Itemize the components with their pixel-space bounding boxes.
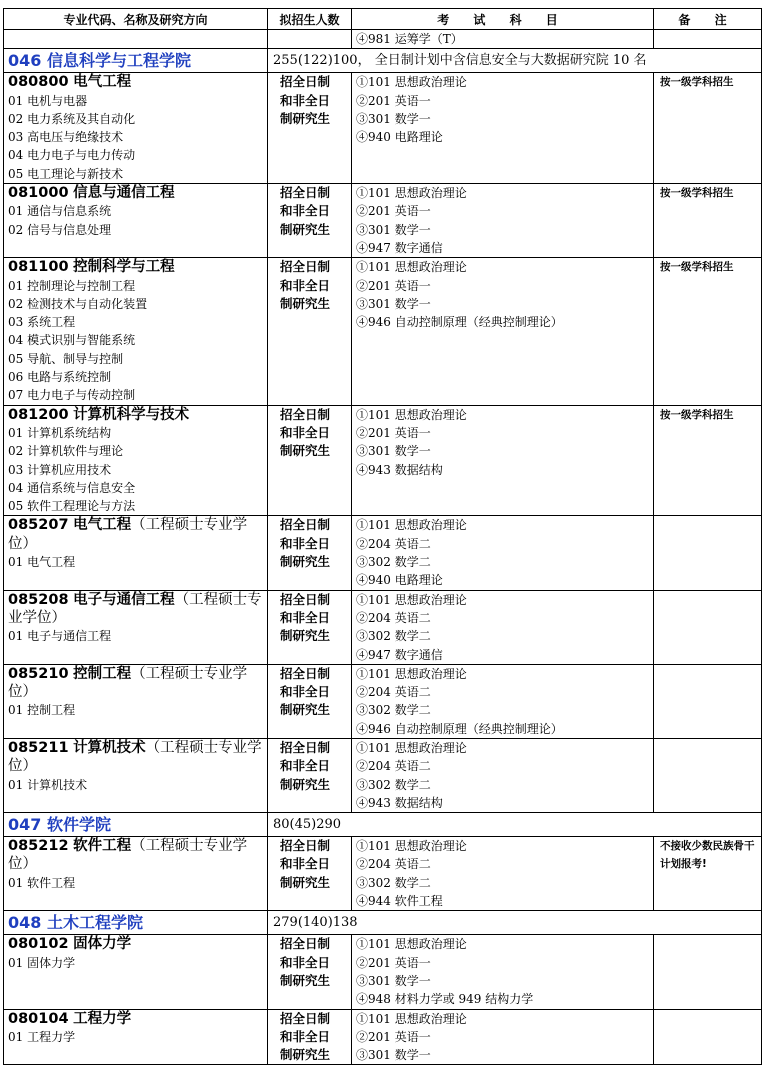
major-code: 081200 [8, 406, 69, 423]
enrollment-type-line: 制研究生 [280, 221, 331, 237]
research-direction: 01 软件工程 [8, 875, 76, 890]
research-direction: 04 电力电子与电力传动 [8, 148, 136, 163]
research-direction: 07 电力电子与传动控制 [8, 388, 136, 403]
enrollment-type-line: 制研究生 [280, 110, 331, 126]
school-row [4, 813, 762, 837]
school-quota-info: 80(45)290 [273, 817, 342, 833]
major-heading [4, 935, 267, 953]
major-code: 085208 [8, 591, 69, 608]
major-name: 工程力学 [73, 1010, 132, 1027]
research-direction: 04 通信系统与信息安全 [8, 480, 136, 495]
major-heading [4, 73, 267, 91]
school-row [4, 49, 762, 73]
header-notes: 备 注 [654, 9, 762, 30]
exam-subject: ④944 软件工程 [356, 894, 443, 909]
exam-subject: ①101 思想政治理论 [356, 937, 467, 952]
exam-subject: ③302 数学二 [356, 875, 431, 890]
enrollment-type-line: 招全日制 [280, 185, 331, 201]
major-row [4, 664, 762, 738]
research-direction: 01 固体力学 [8, 955, 76, 970]
research-direction: 01 工程力学 [8, 1029, 76, 1044]
exam-subject: ④943 数据结构 [356, 462, 443, 477]
major-row [4, 935, 762, 1009]
major-code: 080104 [8, 1010, 69, 1027]
exam-subject: ④948 材料力学或 949 结构力学 [356, 992, 534, 1007]
exam-subject: ④943 数据结构 [356, 795, 443, 810]
exam-subject: ①101 思想政治理论 [356, 740, 467, 755]
exam-subject: ③302 数学二 [356, 703, 431, 718]
major-row [4, 73, 762, 184]
exam-subject: ②201 英语一 [356, 425, 431, 440]
enrollment-type-line: 制研究生 [280, 628, 331, 644]
major-note: 按一级学科招生 [660, 408, 734, 421]
major-note: 按一级学科招生 [660, 261, 734, 274]
school-row [4, 911, 762, 935]
research-direction: 03 计算机应用技术 [8, 462, 112, 477]
enrollment-type-line: 招全日制 [280, 74, 331, 90]
enrollment-type-line: 和非全日 [280, 424, 331, 440]
school-title: 047 软件学院 [8, 815, 111, 835]
header-quota: 拟招生人数 [268, 9, 352, 30]
exam-subject: ③301 数学一 [356, 222, 431, 237]
exam-subject: ①101 思想政治理论 [356, 1011, 467, 1026]
exam-subject: ③301 数学一 [356, 296, 431, 311]
continuation-exam: ④981 运筹学（T） [356, 32, 463, 46]
enrollment-type-line: 招全日制 [280, 517, 331, 533]
major-heading [4, 665, 267, 702]
exam-subject: ②201 英语一 [356, 93, 431, 108]
exam-subject: ②201 英语一 [356, 1029, 431, 1044]
exam-subject: ①101 思想政治理论 [356, 518, 467, 533]
major-row [4, 590, 762, 664]
major-heading [4, 258, 267, 276]
major-name: 控制工程 [73, 665, 132, 682]
research-direction: 02 计算机软件与理论 [8, 444, 124, 459]
enrollment-type-line: 和非全日 [280, 203, 331, 219]
research-direction: 02 电力系统及其自动化 [8, 111, 136, 126]
catalog-body [4, 30, 762, 1065]
major-degree-type: （工程硕士专业学位） [8, 665, 248, 701]
major-note: 按一级学科招生 [660, 76, 734, 89]
enrollment-type-line: 和非全日 [280, 92, 331, 108]
major-degree-type: （工程硕士专业学位） [8, 838, 248, 873]
exam-subject: ②204 英语二 [356, 610, 431, 625]
exam-subject: ②204 英语二 [356, 759, 431, 774]
enrollment-type-line: 和非全日 [280, 609, 331, 625]
header-row [4, 9, 762, 30]
major-row [4, 1009, 762, 1065]
major-heading [4, 184, 267, 202]
school-quota-info: 255(122)100， 全日制计划中含信息安全与大数据研究院 10 名 [273, 53, 647, 69]
major-name: 控制科学与工程 [73, 259, 175, 276]
exam-subject: ①101 思想政治理论 [356, 186, 467, 201]
exam-subject: ④947 数字通信 [356, 647, 443, 662]
major-name: 信息与通信工程 [73, 185, 175, 202]
header-major: 专业代码、名称及研究方向 [4, 9, 268, 30]
major-row [4, 516, 762, 590]
enrollment-type-line: 招全日制 [280, 259, 331, 275]
exam-subject: ②204 英语二 [356, 685, 431, 700]
major-code: 080102 [8, 936, 69, 953]
major-degree-type: （工程硕士专业学位） [8, 517, 248, 552]
major-row [4, 837, 762, 911]
major-name: 电气工程 [73, 517, 132, 534]
exam-subject: ①101 思想政治理论 [356, 839, 467, 854]
research-direction: 03 系统工程 [8, 315, 76, 330]
exam-subject: ①101 思想政治理论 [356, 407, 467, 422]
research-direction: 01 计算机系统结构 [8, 425, 112, 440]
major-name: 计算机科学与技术 [73, 406, 190, 423]
major-row [4, 184, 762, 258]
enrollment-type-line: 招全日制 [280, 936, 331, 952]
school-title: 048 土木工程学院 [8, 913, 143, 933]
major-code: 081000 [8, 185, 69, 202]
major-code: 085211 [8, 739, 69, 756]
enrollment-type-line: 招全日制 [280, 665, 331, 681]
research-direction: 01 电子与通信工程 [8, 629, 112, 644]
exam-subject: ①101 思想政治理论 [356, 592, 467, 607]
exam-subject: ③302 数学二 [356, 777, 431, 792]
research-direction: 01 计算机技术 [8, 777, 88, 792]
major-name: 软件工程 [73, 838, 132, 855]
header-exams: 考 试 科 目 [352, 9, 654, 30]
continuation-row [4, 30, 762, 49]
major-degree-type: （工程硕士专业学位） [8, 739, 262, 775]
major-note: 不接收少数民族骨干计划报考! [660, 840, 755, 871]
enrollment-type-line: 招全日制 [280, 591, 331, 607]
research-direction: 01 通信与信息系统 [8, 204, 112, 219]
enrollment-type-line: 和非全日 [280, 954, 331, 970]
major-heading [4, 837, 267, 874]
exam-subject: ②204 英语二 [356, 857, 431, 872]
research-direction: 06 电路与系统控制 [8, 370, 112, 385]
major-heading [4, 1010, 267, 1028]
exam-subject: ③302 数学二 [356, 555, 431, 570]
exam-subject: ②201 英语一 [356, 955, 431, 970]
major-code: 085210 [8, 665, 69, 682]
exam-subject: ②204 英语二 [356, 536, 431, 551]
enrollment-type-line: 制研究生 [280, 295, 331, 311]
enrollment-type-line: 和非全日 [280, 684, 331, 700]
research-direction: 04 模式识别与智能系统 [8, 333, 136, 348]
enrollment-type-line: 和非全日 [280, 535, 331, 551]
major-code: 085207 [8, 517, 69, 534]
major-heading [4, 739, 267, 776]
major-row [4, 258, 762, 405]
exam-subject: ④946 自动控制原理（经典控制理论） [356, 721, 563, 736]
exam-subject: ③301 数学一 [356, 1048, 431, 1063]
major-note: 按一级学科招生 [660, 187, 734, 200]
research-direction: 02 信号与信息处理 [8, 222, 112, 237]
research-direction: 01 控制理论与控制工程 [8, 278, 136, 293]
research-direction: 05 导航、制导与控制 [8, 351, 124, 366]
enrollment-type-line: 招全日制 [280, 739, 331, 755]
major-code: 080800 [8, 74, 69, 91]
research-direction: 01 电机与电器 [8, 93, 88, 108]
research-direction: 01 控制工程 [8, 703, 76, 718]
research-direction: 05 电工理论与新技术 [8, 166, 124, 181]
enrollment-type-line: 和非全日 [280, 277, 331, 293]
research-direction: 02 检测技术与自动化装置 [8, 296, 148, 311]
major-name: 计算机技术 [73, 739, 146, 756]
major-heading [4, 516, 267, 553]
enrollment-type-line: 制研究生 [280, 443, 331, 459]
school-quota-info: 279(140)138 [273, 915, 358, 931]
major-heading [4, 406, 267, 424]
enrollment-type-line: 制研究生 [280, 1047, 331, 1063]
major-code: 081100 [8, 259, 69, 276]
major-code: 085212 [8, 838, 69, 855]
enrollment-type-line: 招全日制 [280, 1010, 331, 1026]
catalog-table [3, 8, 762, 1065]
major-name: 电子与通信工程 [73, 591, 175, 608]
research-direction: 05 软件工程理论与方法 [8, 499, 136, 514]
major-name: 固体力学 [73, 936, 132, 953]
enrollment-type-line: 招全日制 [280, 838, 331, 854]
enrollment-type-line: 制研究生 [280, 554, 331, 570]
major-degree-type: （工程硕士专业学位） [8, 591, 262, 626]
exam-subject: ③301 数学一 [356, 973, 431, 988]
admissions-catalog-page [3, 8, 761, 1065]
exam-subject: ①101 思想政治理论 [356, 75, 467, 90]
enrollment-type-line: 制研究生 [280, 972, 331, 988]
exam-subject: ②201 英语一 [356, 204, 431, 219]
school-title: 046 信息科学与工程学院 [8, 51, 191, 71]
exam-subject: ③301 数学一 [356, 444, 431, 459]
enrollment-type-line: 招全日制 [280, 406, 331, 422]
enrollment-type-line: 和非全日 [280, 758, 331, 774]
exam-subject: ①101 思想政治理论 [356, 666, 467, 681]
enrollment-type-line: 制研究生 [280, 702, 331, 718]
enrollment-type-line: 和非全日 [280, 856, 331, 872]
enrollment-type-line: 和非全日 [280, 1028, 331, 1044]
exam-subject: ④947 数字通信 [356, 240, 443, 255]
exam-subject: ④946 自动控制原理（经典控制理论） [356, 315, 563, 330]
exam-subject: ④940 电路理论 [356, 130, 443, 145]
research-direction: 03 高电压与绝缘技术 [8, 130, 124, 145]
exam-subject: ③301 数学一 [356, 111, 431, 126]
major-name: 电气工程 [73, 74, 132, 91]
exam-subject: ②201 英语一 [356, 278, 431, 293]
major-heading [4, 591, 267, 628]
enrollment-type-line: 制研究生 [280, 776, 331, 792]
enrollment-type-line: 制研究生 [280, 874, 331, 890]
exam-subject: ③302 数学二 [356, 629, 431, 644]
exam-subject: ④940 电路理论 [356, 573, 443, 588]
major-row [4, 405, 762, 516]
major-row [4, 738, 762, 812]
research-direction: 01 电气工程 [8, 555, 76, 570]
exam-subject: ①101 思想政治理论 [356, 260, 467, 275]
